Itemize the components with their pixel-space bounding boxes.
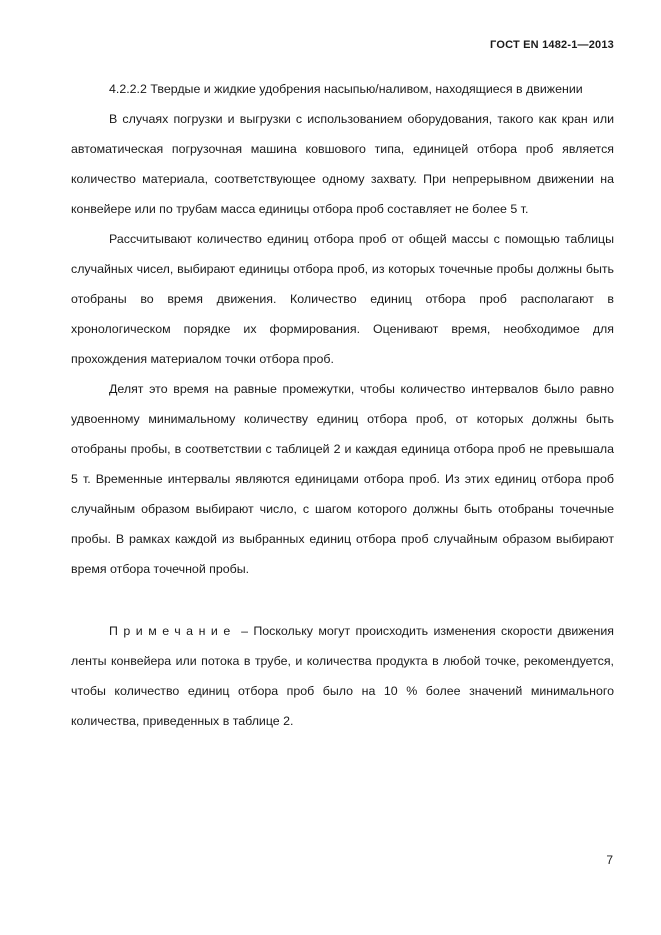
paragraph-2: Рассчитывают количество единиц отбора проб от общей массы с помощью таблицы случайных чисел, выбирают единицы отбора проб, из которых точечные пробы должны быть отобраны во время движения. Количество единиц отбора проб располагают в хронологическом порядке их формирования. Оценивают время, необходимое для прохождения материалом точки отбора проб. <box>71 232 614 366</box>
section-heading <box>71 74 614 104</box>
section-number: 4.2.2.2 <box>109 82 147 96</box>
standard-header: ГОСТ EN 1482-1—2013 <box>490 39 614 51</box>
note-text: Поскольку могут происходить изменения скорости движения ленты конвейера или потока в трубе, и количества продукта в любой точке, рекомендуется, чтобы количество единиц отбора проб было на 10 % более значений минимального количества, приведенных в таблице 2. <box>71 624 614 728</box>
page-content <box>71 74 614 736</box>
paragraph-1: В случаях погрузки и выгрузки с использованием оборудования, такого как кран или автоматическая погрузочная машина ковшового типа, единицей отбора проб является количество материала, соответствующее одному захвату. При непрерывном движении на конвейере или по трубам масса единицы отбора проб составляет не более 5 т. <box>71 112 614 216</box>
note-dash: – <box>241 624 248 638</box>
paragraph-3: Делят это время на равные промежутки, чтобы количество интервалов было равно удвоенному минимальному количеству единиц отбора проб, от которых должны быть отобраны пробы, в соответствии с таблицей 2 и каждая единица отбора проб не превышала 5 т. Временные интервалы являются единицами отбора проб. Из этих единиц отбора проб случайным образом выбирают число, с шагом которого должны быть отобраны точечные пробы. В рамках каждой из выбранных единиц отбора проб случайным образом выбирают время отбора точечной пробы. <box>71 382 614 576</box>
page-number: 7 <box>606 853 613 867</box>
section-title: Твердые и жидкие удобрения насыпью/наливом, находящиеся в движении <box>150 82 583 96</box>
note <box>71 616 614 736</box>
note-label: Примечание <box>109 624 236 638</box>
